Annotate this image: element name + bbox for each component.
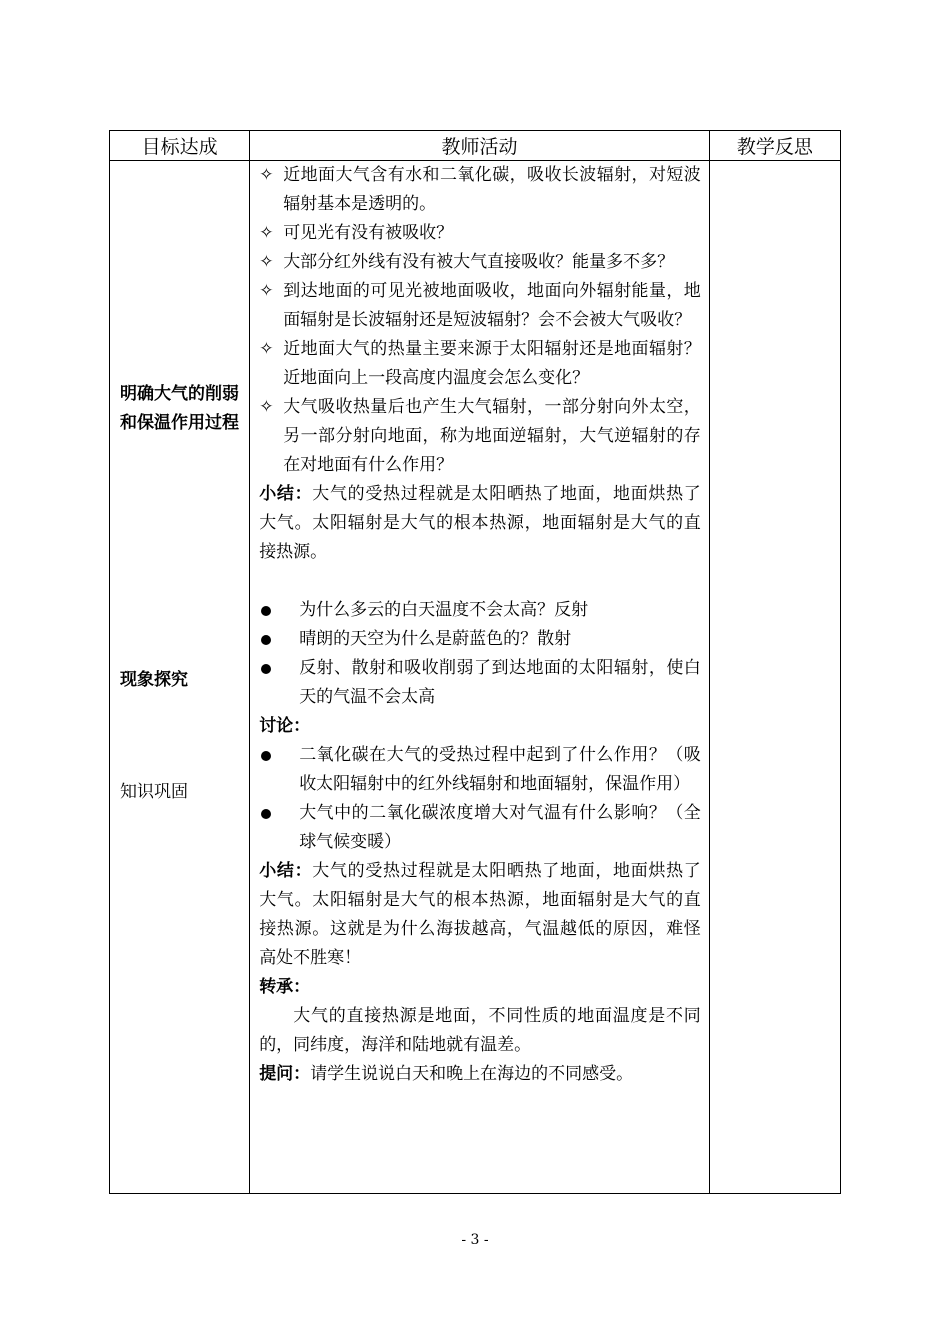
diamond-bullet-icon: ✧ [259, 223, 274, 243]
discussion-heading: 讨论： [259, 716, 311, 736]
table-body-row [110, 161, 841, 1194]
table-header-row [110, 131, 841, 161]
bullet-dot-icon [261, 635, 271, 645]
header-goal: 目标达成 [110, 131, 250, 161]
list-item: 二氧化碳在大气的受热过程中起到了什么作用？（吸收太阳辐射中的红外线辐射和地面辐射，保温作用） [259, 741, 701, 799]
goal-label-atmosphere-effects: 明确大气的削弱和保温作用过程 [120, 384, 239, 433]
question-paragraph: 提问：请学生说说白天和晚上在海边的不同感受。 [259, 1064, 634, 1084]
page-number: - 3 - [461, 1232, 489, 1248]
list-item: ✧ 近地面大气含有水和二氧化碳，吸收长波辐射，对短波辐射基本是透明的。 [259, 161, 701, 219]
bullet-dot-icon [261, 751, 271, 761]
teaching-reflection-column [709, 161, 840, 1194]
diamond-bullet-icon: ✧ [259, 281, 274, 301]
bullet-dot-icon [261, 664, 271, 674]
header-teaching-reflection: 教学反思 [709, 131, 840, 161]
list-item: 为什么多云的白天温度不会太高？反射 [259, 596, 701, 625]
bullet-dot-icon [261, 606, 271, 616]
list-item: ✧ 大部分红外线有没有被大气直接吸收？能量多不多？ [259, 248, 701, 277]
lesson-plan-table [109, 130, 841, 1194]
diamond-bullet-icon: ✧ [259, 165, 274, 185]
diamond-bullet-icon: ✧ [259, 397, 274, 417]
bullet-dot-icon [261, 809, 271, 819]
list-item: 晴朗的天空为什么是蔚蓝色的？散射 [259, 625, 701, 654]
list-item: ✧ 近地面大气的热量主要来源于太阳辐射还是地面辐射？近地面向上一段高度内温度会怎么变化？ [259, 335, 701, 393]
goal-column [110, 161, 250, 1194]
summary-paragraph: 小结：大气的受热过程就是太阳晒热了地面，地面烘热了大气。太阳辐射是大气的根本热源，地面辐射是大气的直接热源。这就是为什么海拔越高，气温越低的原因，难怪高处不胜寒！ [259, 861, 701, 968]
goal-label-phenomenon-inquiry: 现象探究 [120, 670, 188, 690]
diamond-bullet-icon: ✧ [259, 339, 274, 359]
goal-label-knowledge-consolidation: 知识巩固 [120, 782, 188, 802]
header-teacher-activity: 教师活动 [250, 131, 710, 161]
transition-paragraph: 大气的直接热源是地面，不同性质的地面温度是不同的，同纬度，海洋和陆地就有温差。 [259, 1006, 701, 1055]
transition-heading: 转承： [259, 977, 311, 997]
list-item: 反射、散射和吸收削弱了到达地面的太阳辐射，使白天的气温不会太高 [259, 654, 701, 712]
diamond-bullet-icon: ✧ [259, 252, 274, 272]
list-item: ✧ 到达地面的可见光被地面吸收，地面向外辐射能量，地面辐射是长波辐射还是短波辐射？会不会被大气吸收？ [259, 277, 701, 335]
list-item: 大气中的二氧化碳浓度增大对气温有什么影响？（全球气候变暖） [259, 799, 701, 857]
teacher-activity-column [250, 161, 710, 1194]
list-item: ✧ 大气吸收热量后也产生大气辐射，一部分射向外太空，另一部分射向地面，称为地面逆辐射，大气逆辐射的存在对地面有什么作用？ [259, 393, 701, 480]
summary-paragraph: 小结：大气的受热过程就是太阳晒热了地面，地面烘热了大气。太阳辐射是大气的根本热源，地面辐射是大气的直接热源。 [259, 484, 701, 562]
list-item: ✧ 可见光有没有被吸收？ [259, 219, 701, 248]
